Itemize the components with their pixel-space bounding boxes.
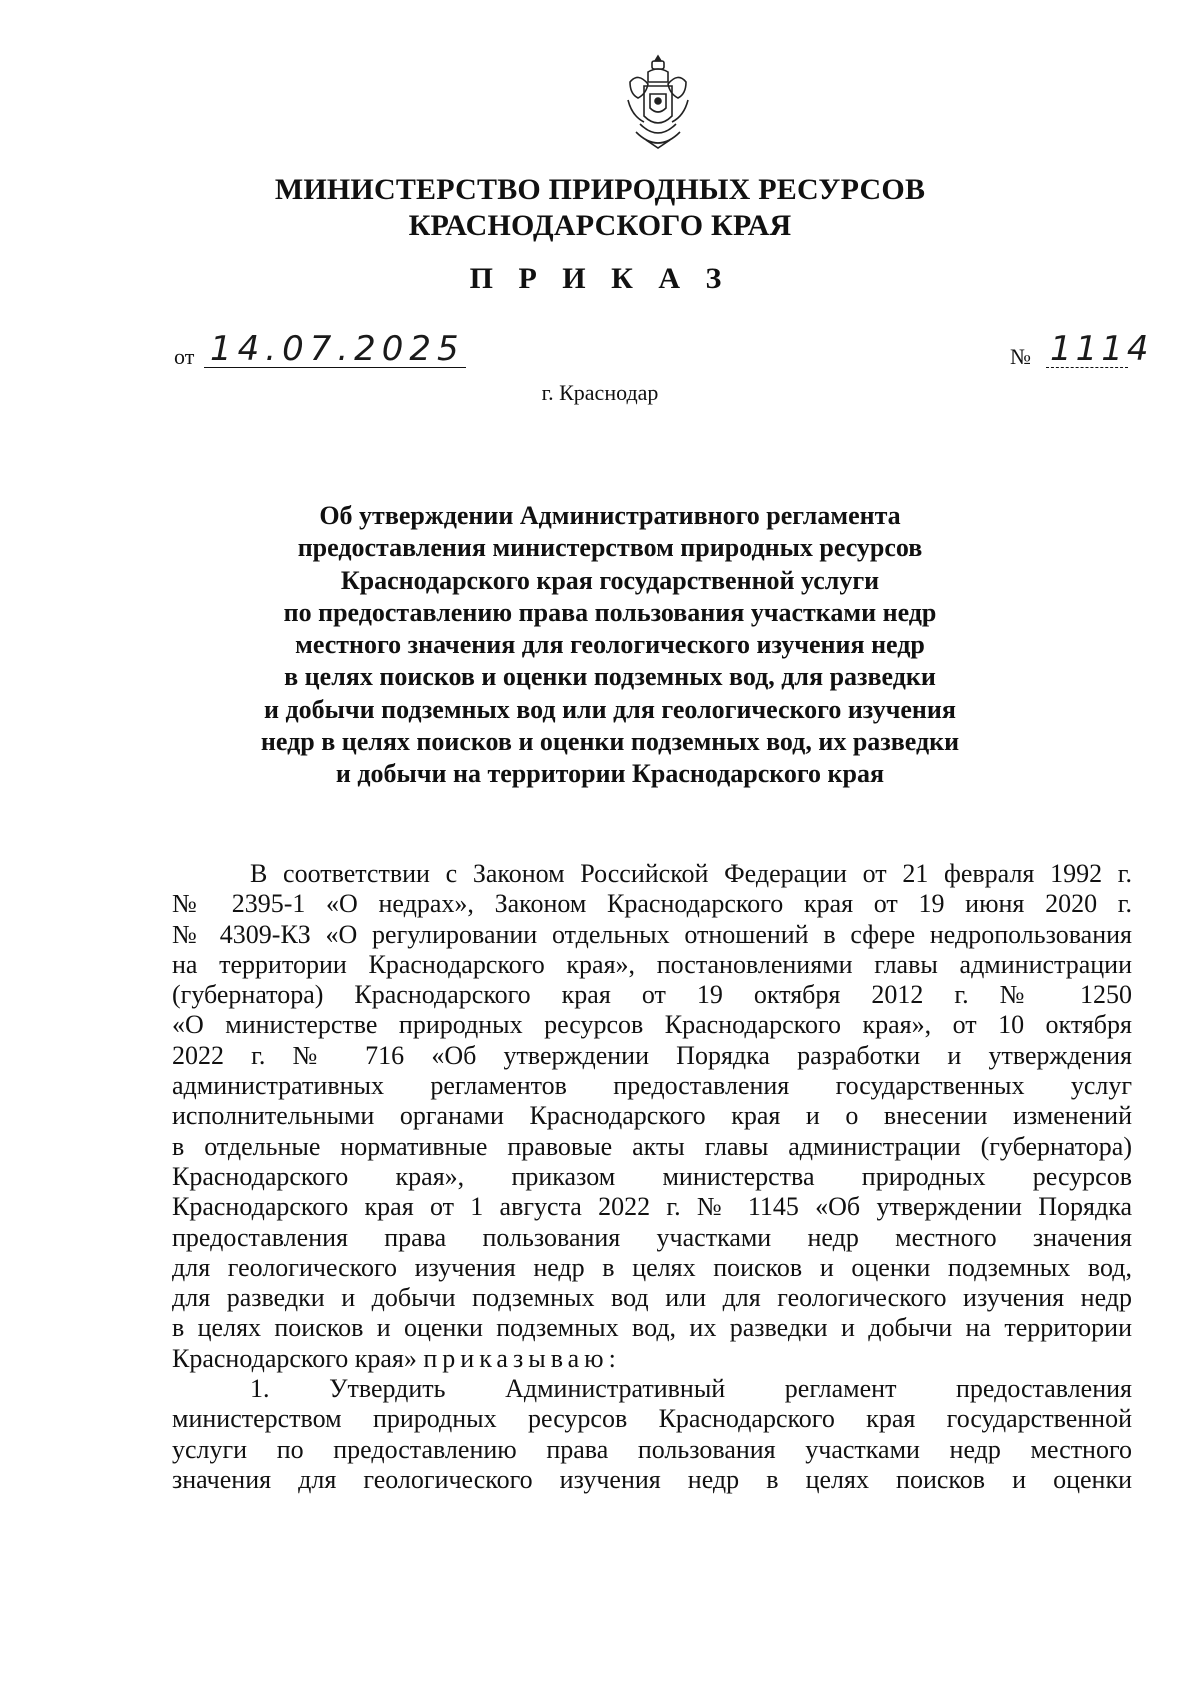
- number-value: 1114: [1046, 330, 1128, 368]
- date-label: от: [174, 344, 195, 369]
- date-value: 14.07.2025: [204, 330, 466, 368]
- body-line: административных регламентов предоставления государственных услуг: [172, 1071, 1132, 1101]
- coat-of-arms-icon: [620, 52, 696, 152]
- ministry-name-line-1: МИНИСТЕРСТВО ПРИРОДНЫХ РЕСУРСОВ: [274, 173, 926, 206]
- item-1-line: услуги по предоставлению права пользования участками недр местного: [172, 1434, 1132, 1464]
- date-number-row: [0, 330, 1200, 380]
- ministry-name-line-2: КРАСНОДАРСКОГО КРАЯ: [408, 209, 792, 242]
- body-line: В соответствии с Законом Российской Федерации от 21 февраля 1992 г.: [250, 859, 1132, 888]
- title-line: и добычи на территории Краснодарского края: [335, 759, 885, 789]
- body-closing-line: [172, 1344, 1132, 1374]
- order-body: [172, 859, 1132, 1495]
- body-line: «О министерстве природных ресурсов Краснодарского края», от 10 октября: [172, 1010, 1132, 1040]
- document-type: П Р И К А З: [469, 262, 731, 295]
- body-line: № 4309-КЗ «О регулировании отдельных отношений в сфере недропользования: [172, 919, 1132, 949]
- closing-prefix: Краснодарского края»: [172, 1343, 424, 1373]
- title-line: местного значения для геологического изучения недр: [295, 630, 925, 660]
- title-line: недр в целях поисков и оценки подземных вод, их разведки: [260, 727, 960, 757]
- title-line: Об утверждении Административного регламента: [319, 501, 901, 530]
- body-line: на территории Краснодарского края», постановлениями главы администрации: [172, 949, 1132, 979]
- body-line: для разведки и добычи подземных вод или для геологического изучения недр: [172, 1283, 1132, 1313]
- body-line: № 2395-1 «О недрах», Законом Краснодарского края от 19 июня 2020 г.: [172, 889, 1132, 919]
- orders-word: приказываю:: [423, 1343, 621, 1373]
- city: г. Краснодар: [541, 380, 659, 405]
- body-line: в целях поисков и оценки подземных вод, их разведки и добычи на территории: [172, 1313, 1132, 1343]
- body-line: Краснодарского края», приказом министерства природных ресурсов: [172, 1161, 1132, 1191]
- title-line: и добычи подземных вод или для геологического изучения: [264, 694, 956, 724]
- item-1-line: министерством природных ресурсов Краснодарского края государственной: [172, 1404, 1132, 1434]
- order-title: [200, 500, 1020, 791]
- title-line: Краснодарского края государственной услуги: [340, 565, 880, 595]
- body-line: в отдельные нормативные правовые акты главы администрации (губернатора): [172, 1131, 1132, 1161]
- item-1-line: 1. Утвердить Административный регламент предоставления: [250, 1374, 1132, 1404]
- body-line: 2022 г. № 716 «Об утверждении Порядка разработки и утверждения: [172, 1040, 1132, 1070]
- number-label: №: [1010, 344, 1031, 369]
- item-1-line: значения для геологического изучения недр в целях поисков и оценки: [172, 1464, 1132, 1494]
- body-line: для геологического изучения недр в целях поисков и оценки подземных вод,: [172, 1252, 1132, 1282]
- body-line: исполнительными органами Краснодарского края и о внесении изменений: [172, 1101, 1132, 1131]
- body-line: предоставления права пользования участками недр местного значения: [172, 1222, 1132, 1252]
- title-line: предоставления министерством природных ресурсов: [297, 533, 923, 563]
- body-line: Краснодарского края от 1 августа 2022 г. № 1145 «Об утверждении Порядка: [172, 1192, 1132, 1222]
- body-line: (губернатора) Краснодарского края от 19 октября 2012 г. № 1250: [172, 980, 1132, 1010]
- title-line: по предоставлению права пользования участками недр: [283, 597, 937, 627]
- title-line: в целях поисков и оценки подземных вод, для разведки: [284, 662, 936, 692]
